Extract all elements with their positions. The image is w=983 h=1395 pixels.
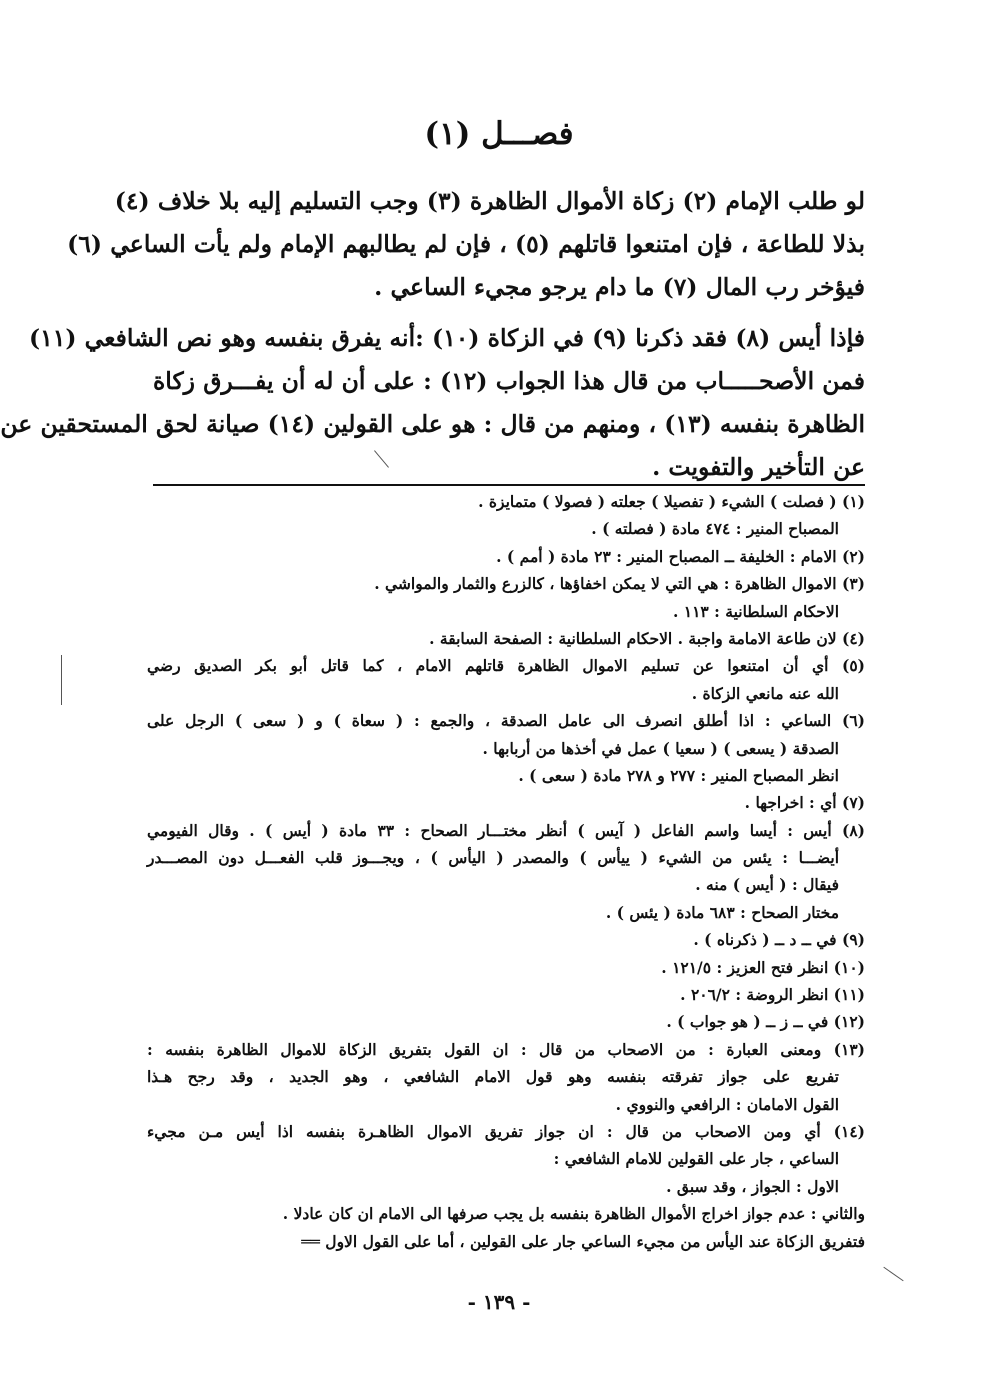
footnote-line: المصباح المنير : ٤٧٤ مادة ( فصلته ) .: [591, 519, 839, 539]
main-line: لو طلب الإمام (٢) زكاة الأموال الظاهرة (٣) وجب التسليم إليه بلا خلاف (٤): [114, 187, 865, 215]
paragraph-2: [0, 317, 866, 489]
scan-mark: [883, 1267, 903, 1282]
footnote-line: والثاني : عدم جواز اخراج الأموال الظاهرة بنفسه بل يجب صرفها الى الامام ان كان عادلا .: [282, 1204, 865, 1224]
main-line: الظاهرة بنفسه (١٣) ، ومنهم من قال : هو على القولين (١٤) صيانة لحق المستحقين عن: [0, 410, 865, 438]
footnote-separator: [153, 484, 865, 486]
footnote-line: (١٣) ومعنى العبارة : من الاصحاب من قال : ان القول بتفريق الزكاة للاموال الظاهرة بنفسه :: [147, 1039, 865, 1059]
footnote-line: (١٤) أي ومن الاصحاب من قال : ان جواز تفريق الاموال الظاهـرة بنفسه اذا أيس مـن مجيء: [147, 1121, 865, 1141]
main-line: فيؤخر رب المال (٧) ما دام يرجو مجيء الساعي .: [374, 273, 865, 301]
footnote-line: القول الامامان : الرافعي والنووي .: [615, 1094, 839, 1114]
footnote-line: الاحكام السلطانية : ١١٣ .: [672, 601, 839, 621]
footnote-line: (٥) أي أن امتنعوا عن تسليم الاموال الظاهرة قاتلهم الامام ، كما قاتل أبو بكر الصديق رضي: [147, 656, 865, 676]
scan-mark: [61, 655, 62, 705]
main-text: [0, 180, 866, 489]
main-line: بذلا للطاعة ، فإن امتنعوا قاتلهم (٥) ، فإن لم يطالبهم الإمام ولم يأت الساعي (٦): [67, 230, 865, 258]
footnote-line: (١) ( فصلت ) الشيء ( تفصيلا ) جعلته ( فصولا ) متمايزة .: [478, 492, 865, 511]
main-line: عن التأخير والتفويت .: [652, 453, 865, 481]
page-number: - ١٣٩ -: [467, 1290, 531, 1314]
paragraph-1: [67, 180, 865, 309]
footnotes: [147, 488, 865, 1255]
section-heading: فصـــل (١): [424, 116, 574, 152]
footnote-line: فيقال : ( أيس ) منه .: [695, 875, 839, 895]
footnote-line: (١٠) انظر فتح العزيز : ١٢١/٥ .: [661, 957, 865, 977]
footnote-line: (٦) الساعي : اذا أطلق انصرف الى عامل الصدقة ، والجمع : ( سعاة ) و ( سعى ) الرجل على: [147, 711, 865, 731]
footnote-line: انظر المصباح المنير : ٢٧٧ و ٢٧٨ مادة ( سعى ) .: [518, 765, 839, 785]
footnote-line: (٩) في ــ د ــ ( ذكرناه ) .: [693, 930, 865, 950]
footnote-line: (٢) الامام : الخليفة ــ المصباح المنير : ٢٣ مادة ( أمم ) .: [496, 546, 865, 566]
footnote-line: (٣) الاموال الظاهرة : هي التي لا يمكن اخفاؤها ، كالزرع والثمار والمواشي .: [374, 574, 865, 594]
footnote-line: (٤) لان طاعة الامامة واجبة . الاحكام السلطانية : الصفحة السابقة .: [429, 628, 865, 648]
footnote-line: (١٢) في ــ ز ــ ( هو جواب ) .: [666, 1012, 865, 1032]
footnote-line: تفريع على جواز تفرقته بنفسه وهو قول الامام الشافعي ، وهو الجديد ، وقد رجح هـذا: [147, 1067, 839, 1087]
footnote-line: فتفريق الزكاة عند اليأس من مجيء الساعي جار على القولين ، أما على القول الاول ══: [301, 1231, 865, 1251]
footnote-line: (٧) أي : اخراجها .: [744, 793, 865, 813]
footnote-line: الله عنه مانعي الزكاة .: [691, 683, 839, 703]
footnote-line: (٨) أيس : أيسا واسم الفاعل ( آيس ) أنظر مختـــار الصحاح : ٣٣ مادة ( أيس ) . وقال الفيومي: [147, 820, 865, 840]
footnote-line: الساعي ، جار على القولين للامام الشافعي :: [553, 1149, 839, 1169]
main-line: فإذا أيس (٨) فقد ذكرنا (٩) في الزكاة (١٠) :أنه يفرق بنفسه وهو نص الشافعي (١١): [28, 324, 865, 352]
main-line: فمن الأصحـــــاب من قال هذا الجواب (١٢) : على أن له أن يفـــرق زكاة: [153, 367, 866, 395]
footnote-line: (١١) انظر الروضة : ٢٠٦/٢ .: [680, 985, 865, 1005]
footnote-line: الصدقة ( يسعى ) ( سعيا ) عمل في أخذها من أربابها .: [482, 738, 839, 758]
footnote-line: مختار الصحاح : ٦٨٣ مادة ( يئس ) .: [605, 902, 839, 922]
footnote-line: أيضـــا : يئس من الشيء ( ييأس ) والمصدر ( اليأس ) ، ويجـــوز قلب الفعـــل دون المصـــدر: [147, 848, 839, 868]
footnote-line: الاول : الجواز ، وقد سبق .: [666, 1176, 839, 1196]
